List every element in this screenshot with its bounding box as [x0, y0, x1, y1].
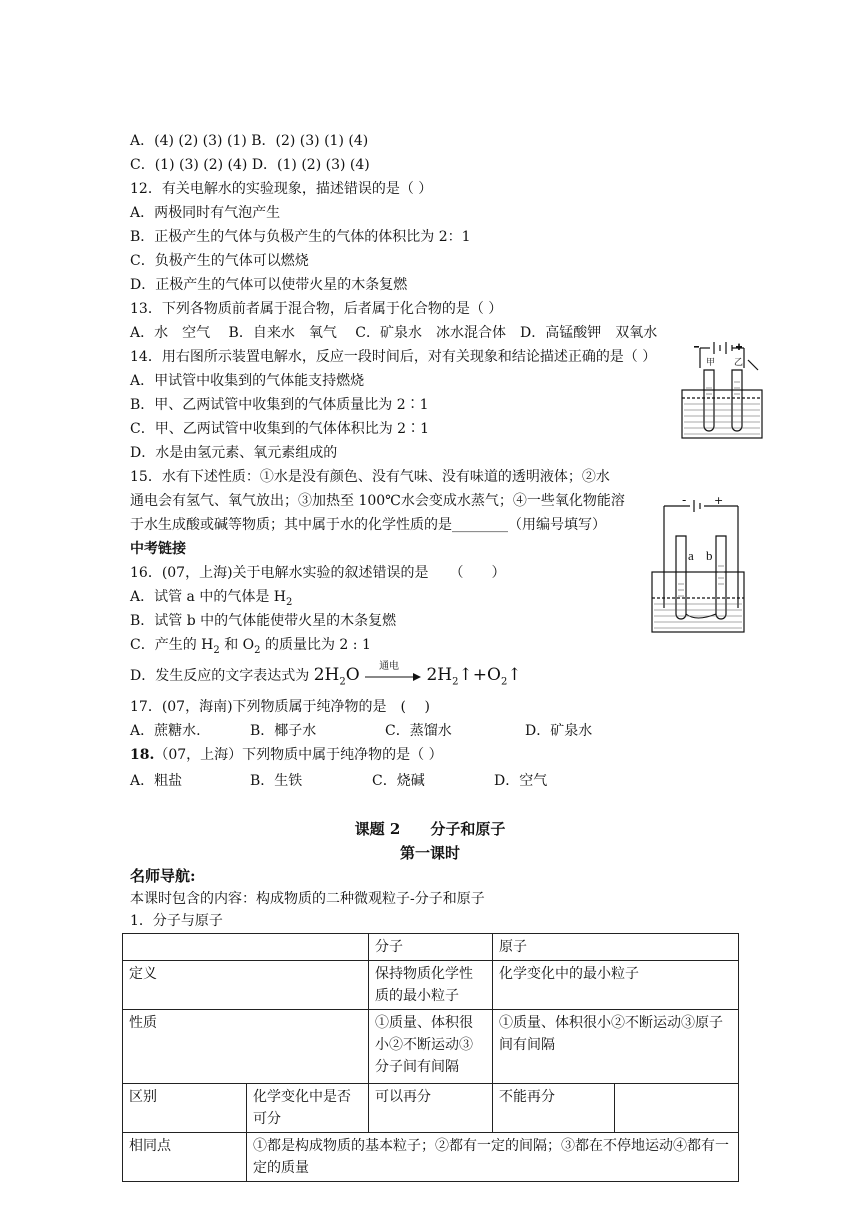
q18-stem: [130, 745, 443, 765]
q17-options: [130, 721, 592, 741]
q16-c-part3: 的质量比为 2 : 1: [260, 637, 371, 653]
tube-label-yi: 乙: [734, 358, 744, 368]
table-row: [123, 934, 739, 961]
q12-option-a: A．两极同时有气泡产生: [130, 205, 281, 221]
subscript: 2: [213, 644, 220, 656]
difference-atom: 不能再分: [493, 1084, 615, 1133]
table-cell-empty: [615, 1084, 739, 1133]
table-row: [123, 1133, 739, 1182]
difference-molecule: 可以再分: [369, 1084, 493, 1133]
eq-rhs1-sub: 2: [452, 676, 459, 688]
q14-option-d: D．水是由氢元素、氧元素组成的: [130, 445, 338, 461]
row-label-properties: 性质: [123, 1010, 369, 1084]
difference-criterion: 化学变化中是否可分: [247, 1084, 369, 1133]
tube-label-jia: 甲: [706, 358, 716, 368]
q18-options: [130, 771, 547, 791]
q14-stem: 14．用右图所示装置电解水，反应一段时间后，对有关现象和结论描述正确的是（ ）: [130, 349, 657, 365]
up-arrow-2: ↑: [507, 665, 522, 685]
q18-option-c: C．烧碱: [372, 773, 425, 789]
q18-option-b: B．生铁: [250, 773, 303, 789]
subscript: 2: [286, 596, 293, 608]
eq-rhs2: +O: [472, 665, 501, 685]
positive-terminal-label: +: [714, 496, 724, 507]
tube-label-b: b: [706, 548, 713, 563]
q12-option-b: B．正极产生的气体与负极产生的气体的体积比为 2：1: [130, 229, 471, 245]
q16-option-b: B．试管 b 中的气体能使带火星的木条复燃: [130, 613, 397, 629]
q14-option-b: B．甲、乙两试管中收集到的气体质量比为 2∶1: [130, 397, 429, 413]
row-label-definition: 定义: [123, 961, 369, 1010]
q11-options-cd: C．(1) (3) (2) (4) D．(1) (2) (3) (4): [130, 157, 370, 173]
eq-lhs-tail: O: [345, 665, 360, 685]
eq-rhs1: 2H: [426, 665, 453, 685]
q16-stem: 16．(07，上海)关于电解水实验的叙述错误的是 （ ）: [130, 565, 506, 581]
q11-options-ab: A．(4) (2) (3) (1) B．(2) (3) (1) (4): [130, 133, 369, 149]
arrow-icon: [365, 671, 421, 685]
q17-option-c: C．蒸馏水: [385, 723, 452, 739]
eq-lhs: 2H: [313, 665, 340, 685]
properties-atom: ①质量、体积很小②不断运动③原子间有间隔: [493, 1010, 739, 1084]
q15-line3: 于水生成酸或碱等物质；其中属于水的化学性质的是________（用编号填写）: [130, 517, 606, 533]
header-molecule: 分子: [369, 934, 493, 961]
q16-d-text: D．发生反应的文字表达式为: [130, 668, 310, 684]
q15-line2: 通电会有氢气、氧气放出；③加热至 100℃水会变成水蒸气；④一些氧化物能溶: [130, 493, 625, 509]
exam-link-heading: 中考链接: [130, 541, 186, 557]
up-arrow-1: ↑: [458, 665, 473, 685]
q18-text: （07，上海）下列物质中属于纯净物的是（ ）: [154, 747, 443, 763]
section-title: 课题 2 分子和原子: [354, 820, 506, 838]
properties-molecule: ①质量、体积很小②不断运动③分子间有间隔: [369, 1010, 493, 1084]
table-row: [123, 1010, 739, 1084]
q18-number: 18.: [130, 747, 155, 763]
q12-option-d: D．正极产生的气体可以使带火星的木条复燃: [130, 277, 408, 293]
q17-stem: 17．(07，海南)下列物质属于纯净物的是 ( ): [130, 699, 430, 715]
electrolysis-apparatus-figure-2: [650, 496, 746, 636]
q12-option-c: C．负极产生的气体可以燃烧: [130, 253, 309, 269]
eq-condition: 通电: [379, 660, 400, 672]
q15-line1: 15．水有下述性质：①水是没有颜色、没有气味、没有味道的透明液体；②水: [130, 469, 610, 485]
q14-option-c: C．甲、乙两试管中收集到的气体体积比为 2∶1: [130, 421, 429, 437]
q12-stem: 12．有关电解水的实验现象，描述错误的是（ ）: [130, 181, 433, 197]
row-label-difference: 区别: [123, 1084, 247, 1133]
table-row: [123, 961, 739, 1010]
q17-option-b: B．椰子水: [250, 723, 317, 739]
q14-option-a: A．甲试管中收集到的气体能支持燃烧: [130, 373, 365, 389]
q16-c-part1: C．产生的 H: [130, 637, 214, 653]
reaction-equation: [313, 660, 522, 688]
intro-text: 本课时包含的内容：构成物质的二种微观粒子-分子和原子: [130, 891, 485, 907]
guide-heading: 名师导航:: [130, 867, 196, 885]
electrolysis-apparatus-figure-1: [676, 338, 768, 444]
row-label-common: 相同点: [123, 1133, 247, 1182]
header-atom: 原子: [493, 934, 739, 961]
q16-option-a: [130, 587, 292, 613]
q16-option-d: [130, 660, 522, 692]
q13-stem: 13．下列各物质前者属于混合物，后者属于化合物的是（ ）: [130, 301, 503, 317]
eq-rhs2-sub: 2: [500, 676, 508, 688]
section-subtitle: 第一课时: [399, 844, 460, 862]
q13-options: A．水 空气 B．自来水 氧气 C．矿泉水 冰水混合体 D．高锰酸钾 双氧水: [130, 325, 658, 341]
table-cell-empty: [123, 934, 369, 961]
q17-option-a: A．蔗糖水.: [130, 723, 201, 739]
eq-arrow: [365, 660, 421, 683]
q16-option-a-text: A．试管 a 中的气体是 H: [130, 589, 287, 605]
definition-atom: 化学变化中的最小粒子: [493, 961, 739, 1010]
definition-molecule: 保持物质化学性质的最小粒子: [369, 961, 493, 1010]
q16-c-part2: 和 O: [219, 637, 255, 653]
q17-option-d: D．矿泉水: [525, 723, 593, 739]
common-points: ①都是构成物质的基本粒子；②都有一定的间隔；③都在不停地运动④都有一定的质量: [247, 1133, 739, 1182]
table-row: [123, 1084, 739, 1133]
q18-option-d: D．空气: [494, 773, 548, 789]
eq-lhs-sub: 2: [339, 676, 346, 688]
molecule-atom-table: [122, 933, 739, 1182]
tube-label-a: a: [688, 548, 694, 563]
q16-option-c: [130, 635, 371, 661]
item-1-heading: 1．分子与原子: [130, 913, 223, 929]
negative-terminal-label: -: [682, 496, 687, 507]
subscript: 2: [254, 644, 261, 656]
q18-option-a: A．粗盐: [130, 773, 183, 789]
